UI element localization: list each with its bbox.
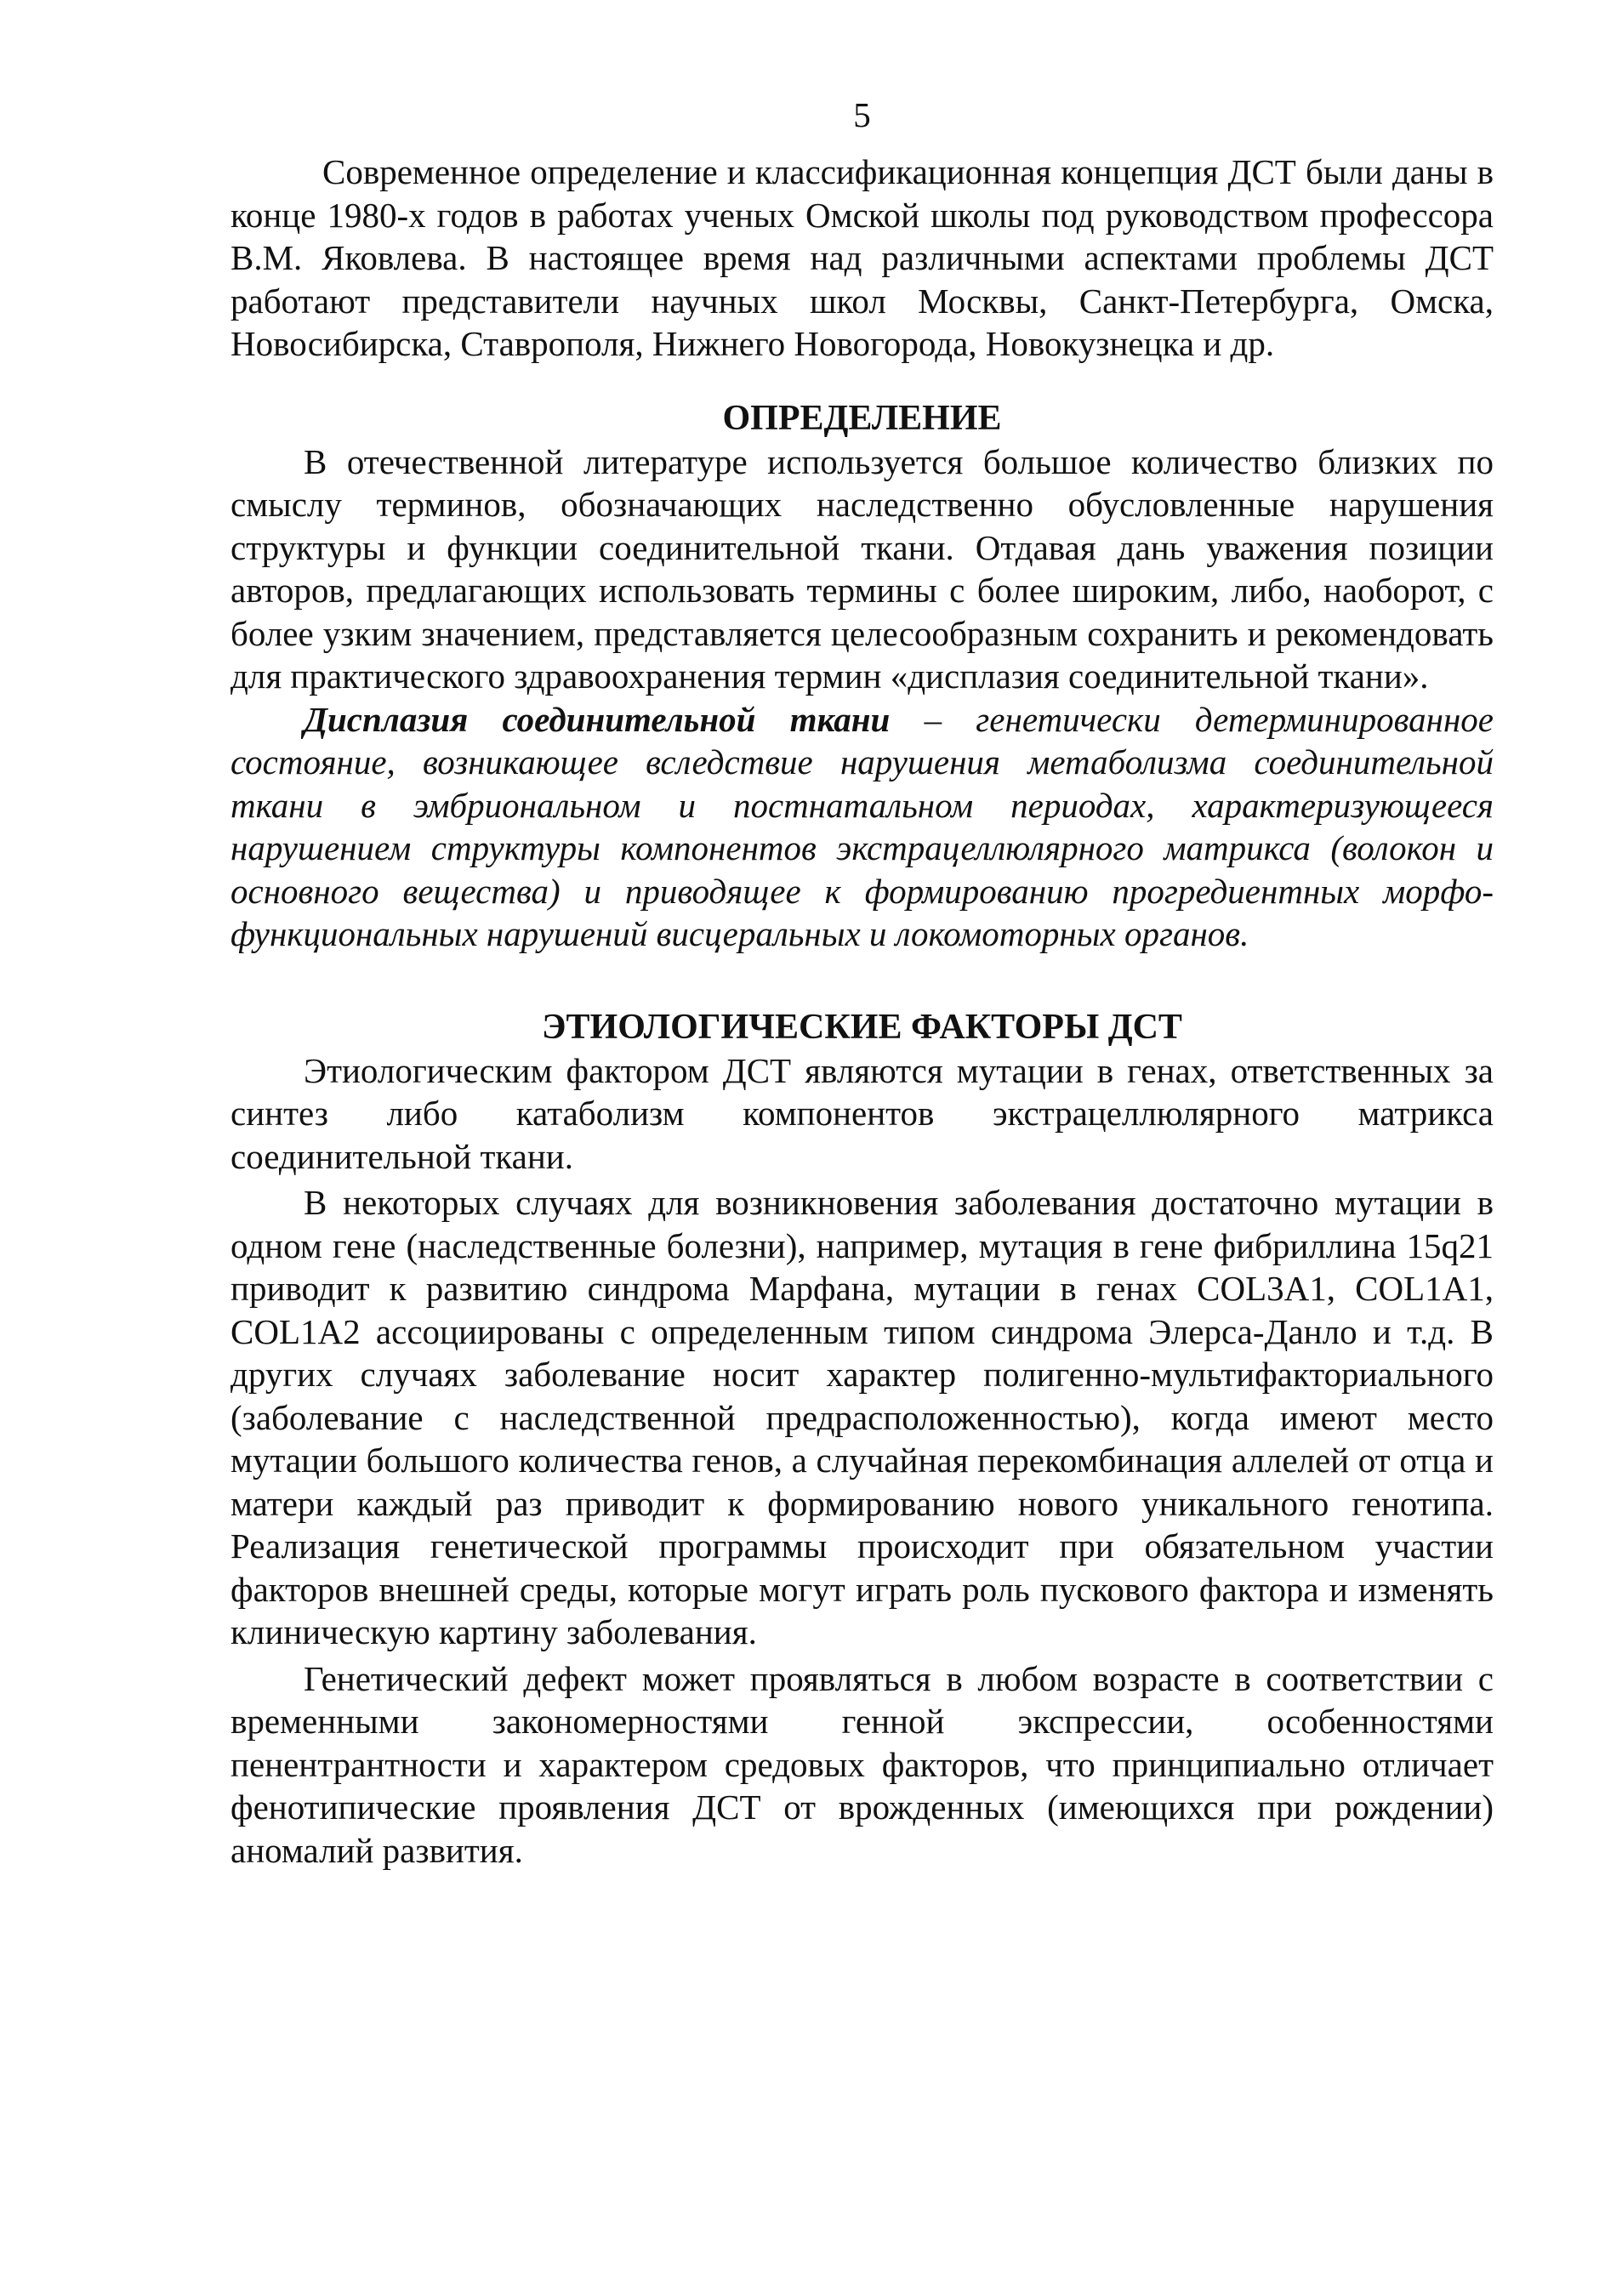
intro-paragraph: Современное определение и классификационная концепция ДСТ были даны в конце 1980-х годов в работах ученых Омской школы под руководством профессора В.М. Яковлева. В настоящее время над различными аспектами проблемы ДСТ работают представители научных школ Москвы, Санкт-Петербурга, Омска, Новосибирска, Ставрополя, Нижнего Новогорода, Новокузнецка и др. — [230, 152, 1494, 363]
page-number: 5 — [853, 95, 871, 134]
definition-term: Дисплазия соединительной ткани — [304, 699, 891, 739]
etiology-paragraph-3: Генетический дефект может проявляться в любом возрасте в соответствии с временными закономерностями генной экспрессии, особенностями пенентрантности и характером средовых факторов, что принципиально отличает фенотипические проявления ДСТ от врожденных (имеющихся при рождении) аномалий развития. — [230, 1658, 1494, 1870]
section-heading-etiology: ЭТИОЛОГИЧЕСКИЕ ФАКТОРЫ ДСТ — [542, 1007, 1182, 1047]
document-page — [230, 89, 1494, 1872]
etiology-paragraph-2: В некоторых случаях для возникновения заболевания достаточно мутации в одном гене (наследственные болезни), например, мутация в гене фибриллина 15q21 приводит к развитию синдрома Марфана, мутации в генах COL3A1, COL1A1, COL1A2 ассоциированы с определенным типом синдрома Элерса-Данло и т.д. В других случаях заболевание носит характер полигенно-мультифакториального (заболевание с наследственной предрасположенностью), когда имеют место мутации большого количества генов, а случайная перекомбинация аллелей от отца и матери каждый раз приводит к формированию нового уникального генотипа. Реализация генетической программы происходит при обязательном участии факторов внешней среды, которые могут играть роль пускового фактора и изменять клиническую картину заболевания. — [230, 1183, 1494, 1651]
etiology-paragraph-1: Этиологическим фактором ДСТ являются мутации в генах, ответственных за синтез либо катаболизм компонентов экстрацеллюлярного матрикса соединительной ткани. — [230, 1050, 1494, 1176]
section-heading-definition: ОПРЕДЕЛЕНИЕ — [722, 398, 1002, 438]
definition-body: – генетически детерминированное состояние, возникающее вследствие нарушения метаболизма соединительной ткани в эмбриональном и постнатальном периодах, характеризующееся нарушением структуры компонентов экстрацеллюлярного матрикса (волокон и основного вещества) и приводящее к формированию прогредиентных морфо-функциональных нарушений висцеральных и локомоторных органов. — [230, 699, 1494, 953]
definition-statement — [230, 698, 1494, 956]
definition-paragraph: В отечественной литературе используется большое количество близких по смыслу терминов, обозначающих наследственно обусловленные нарушения структуры и функции соединительной ткани. Отдавая дань уважения позиции авторов, предлагающих использовать термины с более широким, либо, наоборот, с более узким значением, представляется целесообразным сохранить и рекомендовать для практического здравоохранения термин «дисплазия соединительной ткани». — [230, 441, 1494, 696]
